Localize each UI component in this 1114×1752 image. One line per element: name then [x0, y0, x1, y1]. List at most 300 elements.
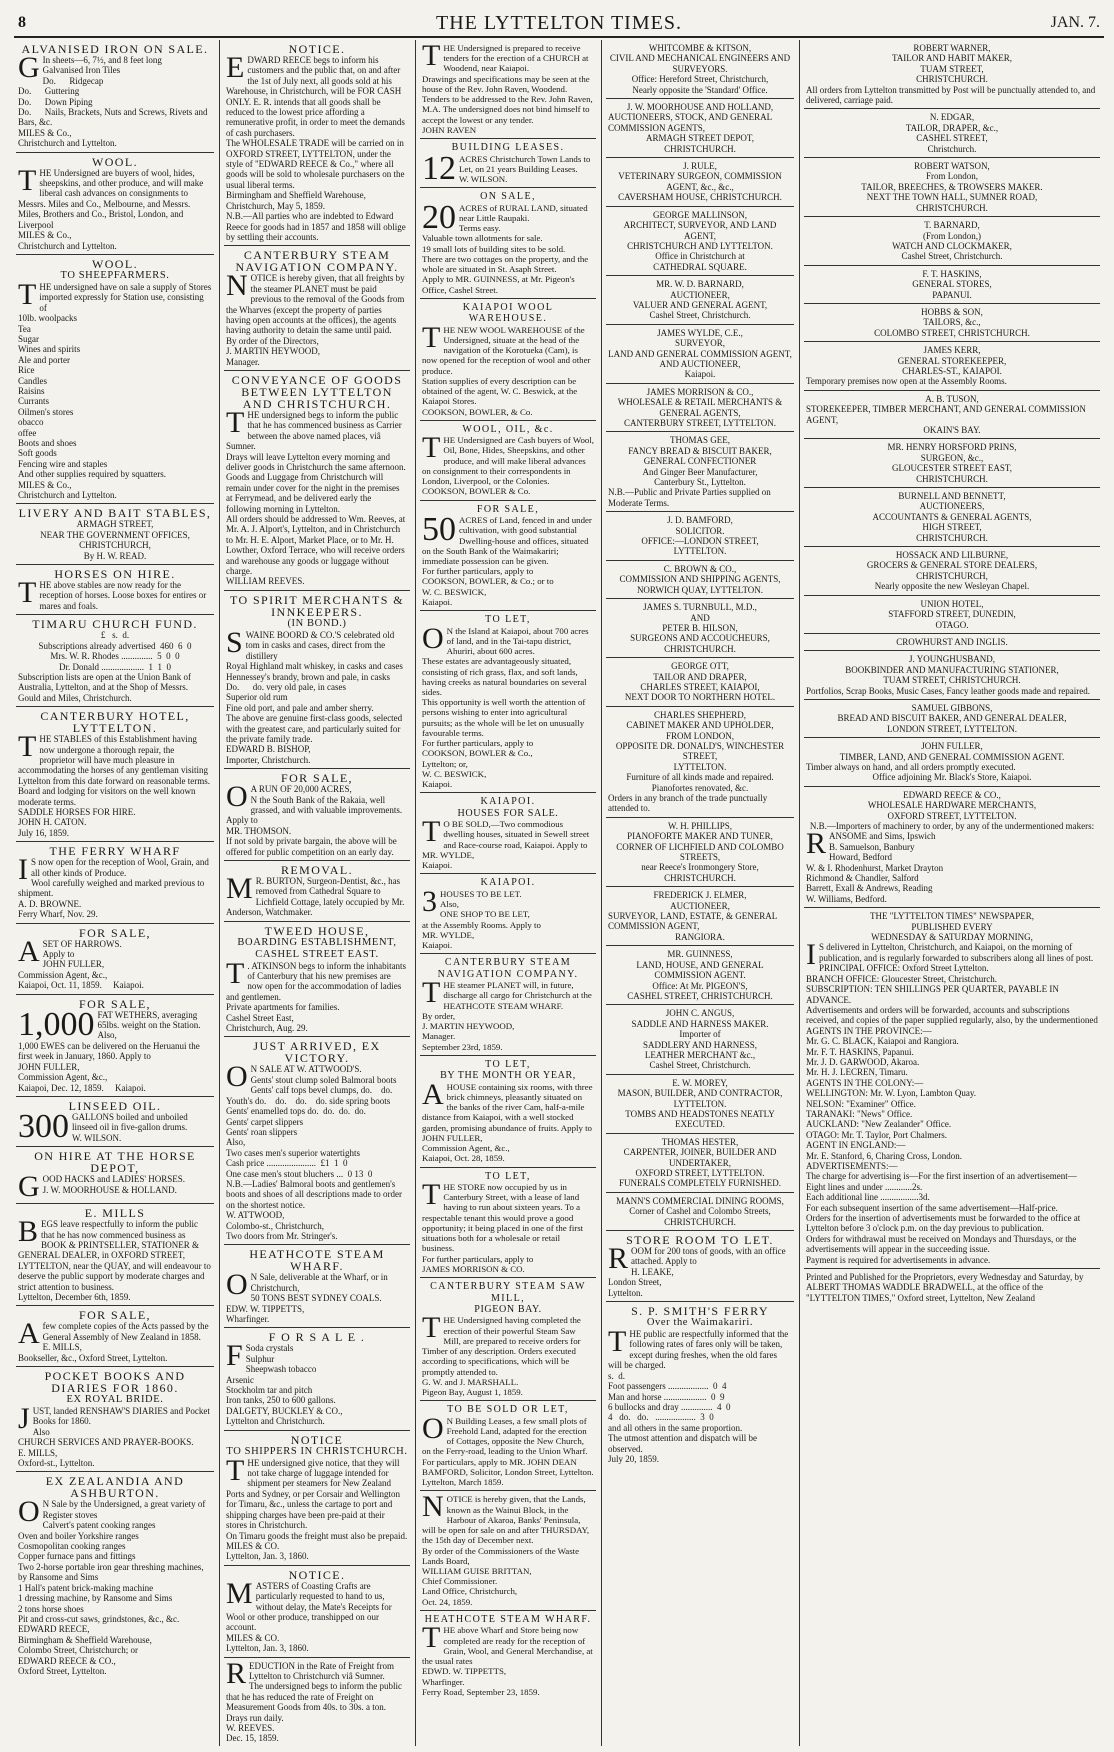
ad-line — [422, 566, 594, 576]
ad-line — [806, 1161, 1098, 1171]
ad-text: Christchurch and Lyttelton. — [18, 490, 117, 501]
ad-line: OPPOSITE DR. DONALD'S, WINCHESTER STREET, — [615, 740, 787, 762]
ad-text: GALLONS boiled and unboiled linseed oil in five-gallon drums. — [72, 1111, 190, 1133]
ad-line — [806, 1182, 1098, 1192]
ad-line — [806, 1234, 1098, 1255]
ad-line — [806, 1213, 1098, 1234]
ad-line — [18, 241, 212, 251]
ad-heading: WOOL. — [92, 154, 138, 169]
ad-text: July 20, 1859. — [608, 1453, 660, 1464]
ad-heading: TO SPIRIT MERCHANTS & INNKEEPERS. — [230, 592, 404, 619]
ad-text: Land Office, Christchurch, — [422, 1586, 518, 1597]
ad-text: Lyttelton, December 6th, 1859. — [18, 1291, 131, 1302]
ad-line — [18, 980, 212, 990]
ad-body — [422, 1177, 594, 1274]
ad-line — [422, 940, 594, 950]
ad-text: MR. THOMSON. — [226, 825, 292, 836]
ad-text: Kaiapoi, Oct. 28, 1859. — [422, 1153, 505, 1164]
ad-line — [18, 1342, 212, 1352]
ad-body — [608, 1078, 792, 1130]
ad-text: Ale and porter — [18, 354, 70, 365]
ad-text: and all others in the same proportion. — [608, 1422, 743, 1433]
ad-line: Importer of — [679, 1029, 721, 1040]
ad-text: HE STORE now occupied by us in Canterbury Street, with a lease of land having to run about sixteen years. To a respectable tenant this would prove a good opportunity; it being placed in one of the first situations both for a wholesale or retail business. — [422, 1181, 586, 1254]
ad-text: On Timaru goods the freight must also be prepaid. — [226, 1530, 408, 1541]
ad-line — [422, 1666, 594, 1676]
advertisement — [804, 266, 1100, 304]
ad-line: SOLICITOR. — [675, 525, 725, 536]
ad-text: Christchurch and Lyttelton. — [18, 240, 117, 251]
ad-body — [226, 1576, 408, 1654]
ad-text: Lyttelton. — [608, 1287, 643, 1298]
ad-line: N.B.—Public and Private Parties supplied on Moderate Terms. — [608, 487, 773, 508]
ad-line — [608, 1433, 792, 1454]
ad-line — [422, 1177, 594, 1254]
ad-heading: NOTICE. — [288, 42, 346, 56]
ad-text: By order of the Commissioners of the Waste Lands Board, — [422, 1545, 582, 1566]
ad-line — [18, 1353, 212, 1363]
ad-line: E. W. MOREY, — [672, 1077, 728, 1088]
ad-line — [422, 511, 595, 566]
ad-line — [422, 1576, 594, 1586]
advertisement — [16, 153, 214, 255]
ad-body — [608, 1325, 792, 1464]
advertisement — [804, 908, 1100, 1269]
ad-line: J. RULE, — [683, 161, 717, 172]
ad-text: HE public are respectfully informed that the following rates of fares only will be taken, except during freshes, when the old fares will be charged. — [608, 1329, 791, 1371]
drop-initial: N — [422, 1491, 444, 1524]
ad-text: HE undersigned begs to inform the public that he has commenced business as Carrier between the above named places, viâ Sumner. — [226, 409, 405, 452]
ad-line: Orders in any branch of the trade punctually attended to. — [608, 793, 770, 814]
ad-text: SET OF HARROWS. — [42, 938, 122, 949]
ad-line — [422, 1677, 594, 1687]
advertisement — [804, 787, 1100, 908]
ad-line — [226, 1117, 408, 1127]
ad-line — [422, 976, 595, 1011]
drop-initial: E — [226, 51, 245, 84]
advertisement — [420, 501, 596, 612]
ad-text: MILES & Co., — [18, 230, 72, 241]
ad-line: PIANOFORTE MAKER AND TUNER, — [627, 831, 773, 842]
drop-initial: A — [422, 1077, 444, 1111]
ad-text: W. ATTWOOD, — [226, 1210, 285, 1221]
ad-line: HIGH STREET, — [922, 522, 982, 533]
ad-line: CHRISTCHURCH. — [916, 532, 988, 543]
ad-line: By H. W. READ. — [83, 550, 147, 561]
advertisement — [16, 40, 214, 153]
advertisement — [224, 40, 410, 246]
ad-line — [422, 597, 594, 607]
advertisement — [606, 1231, 794, 1302]
ad-line — [226, 190, 408, 200]
ad-line — [18, 355, 212, 365]
ad-line: AND AUCTIONEER, — [659, 358, 741, 369]
ad-line — [18, 365, 212, 375]
ad-line — [226, 1541, 408, 1551]
advertisement — [804, 391, 1100, 440]
ad-text: EDW. W. TIPPETTS, — [226, 1303, 305, 1314]
ad-line — [18, 334, 212, 344]
ad-text: S now open for the reception of Wool, Grain, and all other kinds of Produce. — [31, 857, 212, 878]
ad-text: at the Assembly Rooms. Apply to — [422, 919, 541, 930]
ad-line: Office adjoining Mr. Black's Store, Kaiapoi. — [872, 772, 1032, 783]
ad-line — [806, 1088, 1098, 1098]
ad-line: OXFORD STREET, LYTTELTON. — [635, 1168, 765, 1178]
ad-line: THOMAS GEE, — [670, 435, 730, 446]
ad-heading: CANTERBURY STEAM NAVIGATION COMPANY. — [437, 957, 579, 980]
ad-body — [608, 435, 792, 508]
ad-text: N Building Leases, a few small plots of Freehold Land, adapted for the erection of Cottages, opposite the New Church, on the Ferry-road, leading to the Union Wharf. — [422, 1415, 589, 1457]
ad-line — [226, 346, 408, 356]
advertisement — [606, 1005, 794, 1074]
ad-line — [806, 842, 1098, 852]
ad-line: N. EDGAR, — [929, 112, 975, 123]
ad-text: Man and horse ................... 0 9 — [608, 1391, 725, 1402]
ad-text: Apply to — [42, 949, 75, 960]
ad-text: Mr. J. D. GARWOOD, Akaroa. — [806, 1056, 920, 1067]
ad-line — [18, 459, 212, 469]
ad-line — [806, 1130, 1098, 1140]
ad-body — [226, 269, 408, 367]
advertisement — [606, 158, 794, 207]
ad-line: ARMAGH STREET DEPOT, — [646, 133, 754, 144]
advertisement — [16, 255, 214, 505]
ad-text: MR. WYLDE, — [422, 929, 475, 940]
ad-text: Sulphur — [245, 1353, 275, 1364]
column-2 — [224, 40, 410, 1746]
advertisement — [606, 946, 794, 1005]
ad-line: SURVEYOR, — [674, 338, 726, 349]
ad-line — [18, 1604, 212, 1614]
ad-line: CHRISTCHURCH AND LYTTELTON. — [627, 240, 773, 251]
ad-text: FAT WETHERS, averaging 65lbs. weight on the Station. — [97, 1009, 201, 1031]
ad-line — [18, 448, 212, 458]
ad-line — [226, 1158, 408, 1168]
ad-line: CHRISTCHURCH, — [79, 540, 151, 551]
ad-text: ACRES Christchurch Town Lands to Let, on 21 years Building Leases. — [459, 153, 593, 174]
ad-text: Arsenic — [226, 1374, 254, 1385]
ad-text: Also, — [226, 1137, 246, 1148]
ad-line — [806, 932, 1098, 942]
advertisement — [420, 954, 596, 1056]
advertisement — [420, 874, 596, 954]
ad-body — [422, 884, 594, 951]
ad-line: OFFICE:—LONDON STREET, — [641, 536, 759, 547]
ad-body — [608, 602, 792, 654]
drop-initial: O — [18, 1495, 40, 1529]
drop-initial: T — [226, 956, 245, 990]
ad-line — [422, 1597, 594, 1607]
ad-text: MILES & Co., — [18, 127, 72, 138]
ad-line — [422, 621, 594, 657]
ad-line — [226, 1395, 408, 1405]
ad-text: Drays will leave Lyttelton every morning and deliver goods in Christchurch the same afternoon. — [226, 451, 406, 472]
ad-heading: F O R S A L E . — [268, 1330, 366, 1345]
drop-initial: R — [806, 827, 827, 861]
ad-line — [422, 1264, 594, 1274]
advertisement — [606, 384, 794, 433]
ad-body — [608, 102, 792, 154]
ad-line: (From London,) — [923, 230, 981, 241]
ad-text: Soda crystals — [245, 1343, 294, 1354]
ad-line — [226, 713, 408, 744]
ad-line — [806, 1119, 1098, 1129]
ad-text: HE STABLES of this Establishment having now undergone a thorough repair, the proprietor will have much pleasure in accommodating the horses of any gentleman visiting Lyttelton from this date forward on reasonable terms. Board and lodging for visitors on the well known moderate terms. — [18, 734, 213, 807]
column-rule — [219, 40, 220, 1746]
ad-line — [422, 407, 594, 417]
ad-line — [422, 576, 594, 586]
ad-heading: CANTERBURY STEAM NAVIGATION COMPANY. — [235, 248, 399, 275]
ad-body — [806, 307, 1098, 338]
ad-text: The utmost attention and dispatch will be observed. — [608, 1433, 760, 1454]
ad-line — [18, 1072, 212, 1082]
ad-body — [608, 710, 792, 814]
ad-line — [226, 1385, 408, 1395]
ad-text: Oxford Street, Lyttelton. — [18, 1665, 107, 1676]
drop-initial: T — [608, 1325, 627, 1359]
ad-line — [226, 1314, 408, 1324]
ad-text: Do. Ridgecap — [42, 75, 104, 86]
ad-line — [226, 269, 408, 336]
ad-body — [422, 511, 595, 607]
ad-text: Do. Nails, Brackets, Nuts and Screws, Rivets and Bars, &c. — [18, 107, 210, 128]
ad-line — [18, 344, 212, 354]
advertisement — [16, 1147, 214, 1204]
ad-line — [18, 386, 212, 396]
ad-line: STAFFORD STREET, DUNEDIN, — [888, 609, 1016, 620]
ad-text: Commission Agent, &c., — [422, 1143, 510, 1154]
ad-line — [608, 1267, 792, 1277]
ad-line — [18, 313, 212, 323]
ad-line — [226, 1733, 408, 1743]
ad-line — [18, 407, 212, 417]
ad-line — [422, 779, 594, 789]
ad-line — [226, 1643, 408, 1653]
ad-text: Goods and Luggage from Christchurch will remain under cover for the night in the premises at Ferrymead, and be delivered early the following morning in Lyttelton. — [226, 472, 402, 514]
ad-line — [608, 1325, 792, 1371]
ad-line — [422, 1254, 594, 1264]
advertisement — [804, 596, 1100, 634]
ad-line: HOSSACK AND LILBURNE, — [895, 550, 1009, 561]
ad-line: COLOMBO STREET, CHRISTCHURCH. — [874, 327, 1030, 338]
ad-text: HE Undersigned are buyers of wool, hides, sheepskins, and other produce, and will make liberal cash advances on consignments to Messrs. Miles and Co., Melbourne, and Messrs. Miles, Brothers and Co., Bristol, London, and Liverpool — [18, 167, 206, 230]
ad-line — [422, 125, 594, 135]
ad-body — [806, 703, 1098, 734]
column-4 — [606, 40, 794, 1746]
ad-heading: THE FERRY WHARF — [49, 844, 181, 859]
ad-line — [226, 1075, 408, 1085]
advertisement — [420, 611, 596, 793]
advertisement — [420, 1056, 596, 1168]
ad-text: 1,000 EWES can be delivered on the Heruanui the first week in January, 1860. Apply to — [18, 1040, 202, 1062]
ad-line — [806, 1140, 1098, 1150]
advertisement — [606, 512, 794, 561]
ad-line — [226, 1633, 408, 1643]
ad-heading: STORE ROOM TO LET. — [626, 1233, 774, 1248]
ad-line — [18, 1645, 212, 1655]
ad-text: Station supplies of every description can be obtained of the agent, W. C. Beswick, at the Kaiapoi Stores. — [422, 375, 580, 407]
ad-text: S delivered in Lyttelton, Christchurch, and Kaiapoi, on the morning of publication, and is regularly forwarded to subscribers along all lines of post. — [819, 942, 1094, 963]
ad-body — [806, 599, 1098, 630]
ad-line — [422, 1011, 594, 1021]
ad-line: TAILOR AND HABIT MAKER, — [891, 53, 1013, 64]
ad-text: Mr. F. T. HASKINS, Papanui. — [806, 1046, 914, 1057]
ad-line: CHRISTCHURCH. — [664, 1216, 736, 1227]
ad-line: GENERAL STOREKEEPER, — [897, 355, 1007, 366]
ad-body — [422, 1411, 594, 1488]
ad-line: Nearly opposite the 'Standard' Office. — [632, 84, 768, 95]
ad-text: Candles — [18, 375, 47, 386]
ad-text: N Sale, deliverable at the Wharf, or in Christchurch, — [250, 1272, 390, 1293]
ad-text: Kaiapoi. — [422, 596, 453, 607]
ad-text: Lyttelton and Christchurch. — [226, 1416, 325, 1427]
ad-line — [18, 277, 214, 313]
ad-line: T. BARNARD, — [924, 220, 980, 231]
ad-text: Birmingham and Sheffield Warehouse, — [226, 190, 366, 201]
ad-text: AGENT IN ENGLAND:— — [806, 1140, 906, 1151]
ad-line: Temporary premises now open at the Assembly Rooms. — [806, 376, 1007, 387]
ad-text: Colombo-st., Christchurch, — [226, 1220, 324, 1231]
advertisement — [606, 207, 794, 276]
ad-text: Do. Guttering — [18, 86, 80, 97]
ad-line — [226, 405, 408, 452]
ad-text: E. MILLS, — [18, 1447, 58, 1458]
ad-body — [806, 741, 1098, 783]
ad-line — [226, 1576, 408, 1633]
ad-line — [806, 1067, 1098, 1077]
ad-line — [422, 274, 594, 294]
advertisement — [606, 1302, 794, 1467]
ad-line — [422, 244, 594, 254]
ad-text: Kaiapoi, Oct. 11, 1859. Kaiapoi. — [18, 980, 144, 991]
ad-line — [806, 1099, 1098, 1109]
ad-text: Private apartments for families. — [226, 1002, 340, 1013]
ad-line — [422, 1457, 594, 1477]
ad-text: Mr. E. Stanford, 6, Charing Cross, London. — [806, 1150, 962, 1161]
ad-line — [422, 40, 594, 74]
ad-line: FREDERICK J. ELMER, — [653, 890, 747, 901]
advertisement — [804, 109, 1100, 158]
advertisement — [224, 769, 410, 861]
ad-line: LYTTELTON. — [673, 1098, 727, 1109]
ad-line: C. BROWN & CO., — [663, 563, 737, 574]
ad-line — [422, 1077, 595, 1133]
drop-initial: T — [422, 1621, 441, 1655]
ad-text: OTAGO: Mr. T. Taylor, Port Chalmers. — [806, 1129, 948, 1140]
ad-line — [18, 417, 212, 427]
ad-line — [422, 759, 594, 769]
ad-line: Portfolios, Scrap Books, Music Cases, Fancy leather goods made and repaired. — [806, 685, 1090, 696]
advertisement — [224, 1245, 410, 1328]
ad-line: UNION HOTEL, — [920, 598, 984, 609]
ad-line: OKAIN'S BAY. — [923, 425, 981, 435]
ad-text: 2 tons horse shoes — [18, 1603, 84, 1614]
ad-line — [226, 1106, 408, 1116]
advertisement — [224, 1328, 410, 1430]
ad-text: Gents' stout clump soled Balmoral boots — [250, 1074, 397, 1085]
ad-line — [18, 76, 212, 86]
ad-text: 10lb. woolpacks — [18, 313, 77, 324]
ad-line — [226, 672, 408, 682]
advertisement — [420, 1611, 596, 1700]
page-number: 8 — [18, 14, 26, 31]
ad-text: Wharfinger. — [422, 1676, 465, 1687]
ad-text: WILLIAM REEVES. — [226, 576, 305, 587]
ad-line: OTAGO. — [935, 619, 969, 630]
ad-line — [18, 428, 212, 438]
ad-text: DALGETY, BUCKLEY & CO., — [226, 1405, 343, 1416]
ad-line — [226, 682, 408, 692]
ad-body — [18, 934, 212, 991]
drop-initial: T — [422, 320, 441, 354]
advertisement — [606, 40, 794, 99]
ad-line — [18, 853, 212, 887]
ad-line: JOHN C. ANGUS, — [665, 1008, 735, 1019]
ad-line — [18, 1551, 212, 1561]
ad-line — [226, 1085, 408, 1095]
drop-initial: T — [422, 976, 441, 1010]
ad-line: FANCY BREAD & BISCUIT BAKER, — [628, 445, 772, 456]
ad-text: HOUSE containing six rooms, with three brick chimneys, pleasantly situated on the banks of the river Cam, half-a-mile distance from Kaiapoi, with a well stocked garden, promising abundance of fruits. Apply to — [422, 1081, 595, 1133]
drop-initial: G — [18, 51, 40, 84]
ad-line: Dr. Donald ................... 1 1 0 — [59, 661, 171, 672]
ad-text: Cosmopolitan cooking ranges — [18, 1541, 126, 1552]
ad-text: And other supplies required by squatters. — [18, 469, 166, 480]
ad-line — [608, 1381, 792, 1391]
ad-line — [18, 324, 212, 334]
advertisement — [804, 547, 1100, 596]
ad-text: Two doors from Mr. Stringer's. — [226, 1230, 338, 1241]
ad-text: ANSOME and Sims, Ipswich — [829, 831, 936, 842]
ad-line: ROBERT WARNER, — [913, 43, 991, 53]
ad-body — [422, 40, 595, 135]
ad-text: Gents' calf tops bevel clumps, do. do. — [250, 1085, 393, 1096]
ad-line: BREAD AND BISCUIT BAKER, AND GENERAL DEALER, — [837, 713, 1067, 724]
drop-initial: M — [226, 872, 253, 905]
ad-text: W. & I. Rhodenhurst, Market Drayton — [806, 862, 944, 873]
ad-line: CHRISTCHURCH, — [916, 570, 988, 581]
ad-line — [18, 480, 212, 490]
ad-line: JAMES S. TURNBULL, M.D., — [643, 602, 757, 613]
ad-line: SURGEONS AND ACCOUCHEURS, — [630, 633, 770, 644]
ad-text: MILES & Co., — [18, 479, 72, 490]
advertisement — [16, 924, 214, 995]
advertisement — [804, 158, 1100, 217]
ad-line: Kaiapoi. — [684, 369, 716, 380]
ad-line: FROM LONDON, — [665, 730, 734, 741]
advertisement — [224, 1037, 410, 1245]
ad-line — [422, 860, 594, 870]
ad-body — [608, 210, 792, 272]
ad-text: HE Undersigned are Cash buyers of Wool, Oil, Bone, Hides, Sheepskins, and other produce, and will make liberal advances on consignment to their correspondents in London, Liverpool, or the Colonies. — [422, 435, 596, 487]
advertisement — [804, 1269, 1100, 1306]
ad-body — [608, 821, 792, 883]
ad-line — [18, 949, 212, 959]
ad-body — [422, 149, 594, 187]
ad-line: WATCH AND CLOCKMAKER, — [892, 240, 1012, 251]
ad-body — [226, 872, 408, 918]
ad-line: Cashel Street, Christchurch. — [649, 1060, 751, 1071]
ad-text: COOKSON, BOWLER & Co. — [422, 486, 531, 497]
advertisement — [224, 246, 410, 371]
advertisement — [606, 432, 794, 512]
ad-text: TARANAKI: "News" Office. — [806, 1108, 913, 1119]
ad-line — [18, 1656, 212, 1666]
ad-text: Wharfinger. — [226, 1314, 270, 1324]
ad-line: J. W. MOORHOUSE AND HOLLAND, — [626, 102, 774, 113]
ad-body — [18, 576, 212, 611]
ad-body — [18, 1107, 212, 1145]
